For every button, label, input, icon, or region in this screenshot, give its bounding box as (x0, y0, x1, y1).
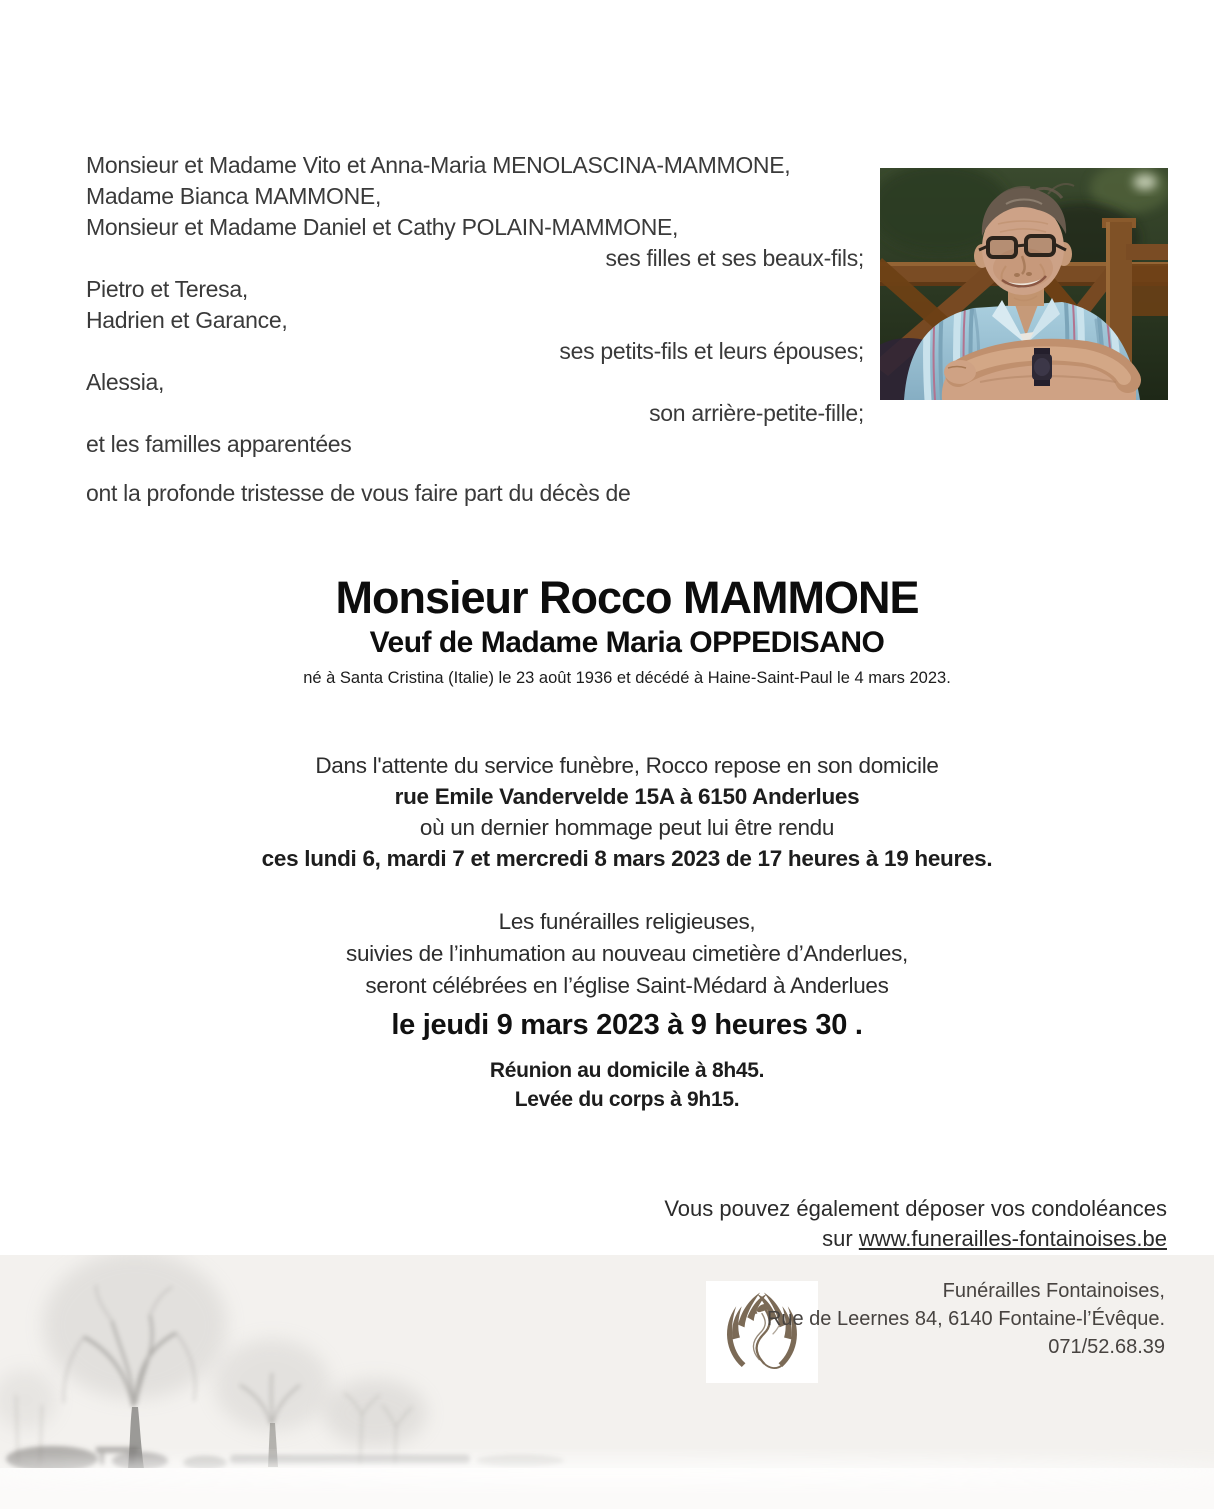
family-line: Hadrien et Garance, (86, 307, 288, 333)
condolences-url-link[interactable]: www.funerailles-fontainoises.be (858, 1226, 1167, 1251)
footer-address: Rue de Leernes 84, 6140 Fontaine-l’Évêque. (766, 1308, 1165, 1330)
family-line: Madame Bianca MAMMONE, (86, 183, 382, 209)
deceased-relationship: Veuf de Madame Maria OPPEDISANO (369, 626, 885, 659)
deceased-title-block (84, 573, 1170, 688)
wake-address: rue Emile Vandervelde 15A à 6150 Anderlues (394, 784, 860, 809)
funeral-block (84, 906, 1170, 1114)
funeral-datetime: le jeudi 9 mars 2023 à 9 heures 30 . (391, 1009, 863, 1041)
footer-company: Funérailles Fontainoises, (942, 1280, 1165, 1302)
funeral-levee: Levée du corps à 9h15. (514, 1088, 740, 1111)
family-annotation: ses petits-fils et leurs épouses; (559, 338, 864, 364)
family-block (86, 150, 864, 509)
family-annotation: ses filles et ses beaux-fils; (605, 245, 864, 271)
condolences-line: Vous pouvez également déposer vos condoléances (664, 1196, 1167, 1221)
footer-phone: 071/52.68.39 (1048, 1336, 1165, 1358)
wake-hommage: où un dernier hommage peut lui être rendu (419, 815, 835, 840)
family-annotation: son arrière-petite-fille; (649, 400, 864, 426)
deceased-birth-death: né à Santa Cristina (Italie) le 23 août 1936 et décédé à Haine-Saint-Paul le 4 mars 2023. (303, 669, 951, 687)
wake-dates: ces lundi 6, mardi 7 et mercredi 8 mars 2023 de 17 heures à 19 heures. (261, 846, 993, 871)
funeral-line: Les funérailles religieuses, (498, 909, 756, 934)
funeral-line: suivies de l’inhumation au nouveau cimetière d’Anderlues, (346, 941, 908, 966)
footer-contact-block (767, 1277, 1165, 1361)
wake-block (84, 750, 1170, 874)
condolences-block (664, 1194, 1167, 1254)
footer-band (0, 1255, 1214, 1509)
deceased-name: Monsieur Rocco MAMMONE (335, 572, 919, 623)
funeral-meeting: Réunion au domicile à 8h45. (489, 1059, 765, 1082)
family-line: et les familles apparentées (86, 431, 352, 457)
portrait-photo (880, 168, 1168, 400)
family-line: Alessia, (86, 369, 165, 395)
condolences-prefix: sur (822, 1226, 859, 1251)
family-line: Pietro et Teresa, (86, 276, 248, 302)
family-line: Monsieur et Madame Vito et Anna-Maria MENOLASCINA-MAMMONE, (86, 152, 791, 178)
family-line: Monsieur et Madame Daniel et Cathy POLAIN-MAMMONE, (86, 214, 679, 240)
wake-intro: Dans l'attente du service funèbre, Rocco repose en son domicile (315, 753, 939, 778)
funeral-line: seront célébrées en l’église Saint-Médard à Anderlues (365, 973, 889, 998)
announcement-line: ont la profonde tristesse de vous faire part du décès de (86, 480, 631, 506)
condolences-link-line (664, 1224, 1167, 1254)
portrait-photo-image (880, 168, 1168, 400)
